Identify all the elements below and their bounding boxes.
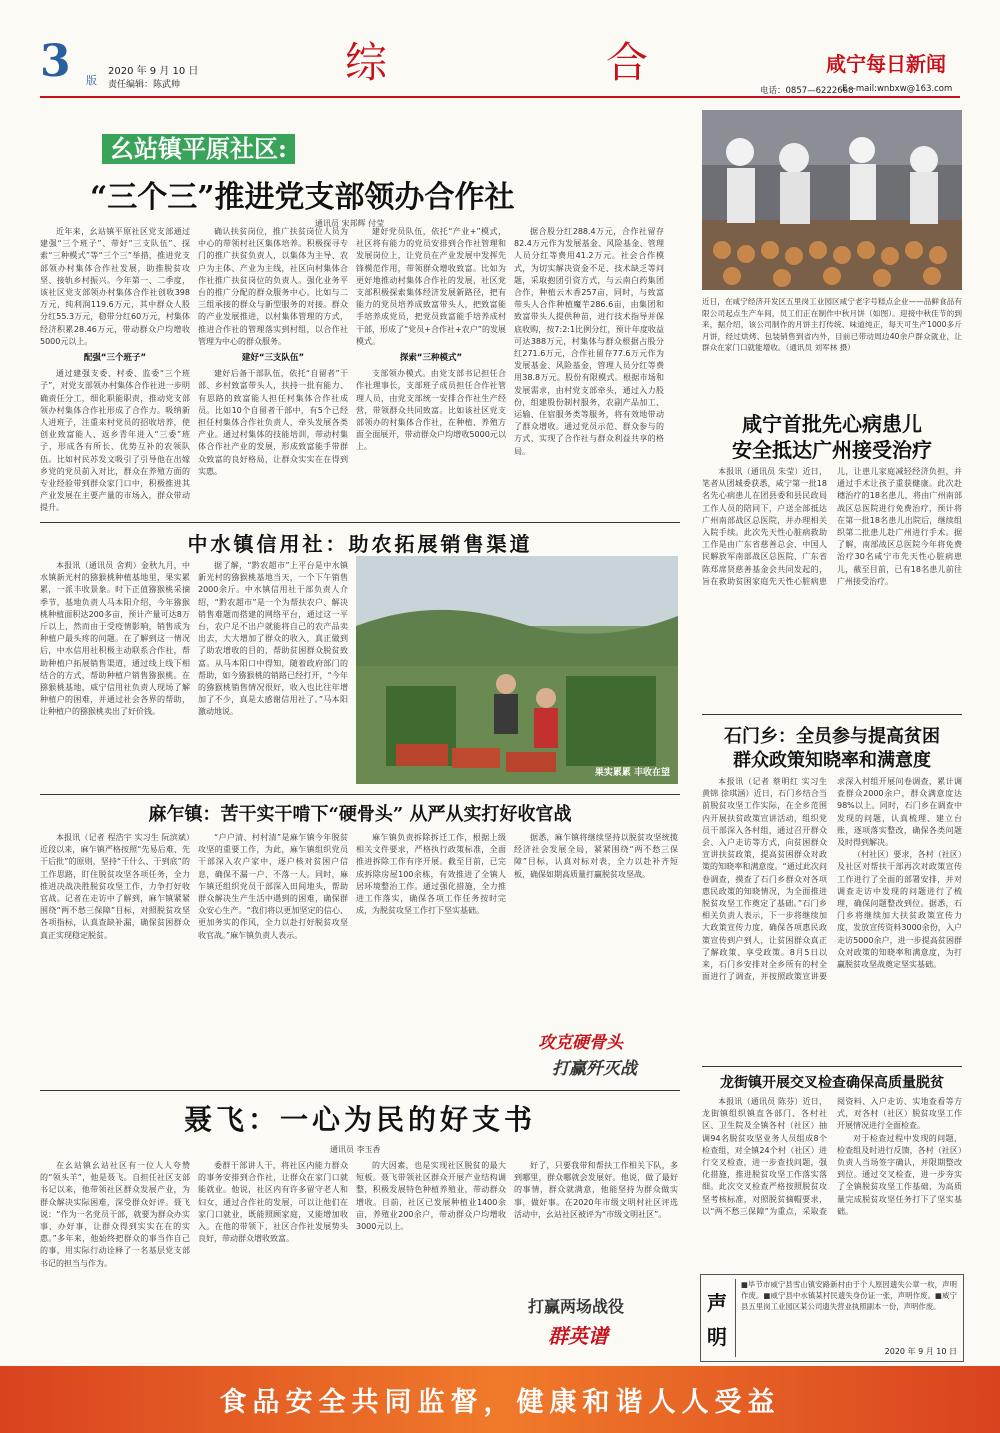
mazha-top-rule: [40, 794, 680, 795]
masthead: [0, 0, 1000, 96]
shimen-body-text-1: 本报讯（记者 蔡明红 实习生 黄锦 徐琪涵）近日，石门乡结合当前脱贫攻坚工作实际，在全乡范围内开展扶贫政策宣讲活动，组织党员干部深入各村组，通过召开群众会、入户走访等方式，向贫困群众宣讲扶贫政策，提高贫困群众对政策的知晓率和满意度。“通过此次问卷调查，摸查了石门乡群众对各项惠民政策的知晓情况，为全面推进脱贫攻坚工作奠定了基础。”石门乡相关负责人表示，下一步将继续加大政策宣传力度，确保各项惠民政策宣传到户到人，让贫困群众真正了解政策、享受政策。8月5日以来，石门乡安排对全乡所有的村全面进行了调查，并按照政策宣讲要求深入村组开展问卷调查，累计调查群众2000余户，群众满意度达98%以上。同时，石门乡在调查中发现的问题，认真梳理、建立台账，逐项落实整改，确保各类问题及时得到解决。: [702, 777, 962, 982]
lead-col-4-p1: 据合股分红288.4万元，合作社留存82.4万元作为发展基金、风险基金、管理人员分红等费用41.2万元。社会合作模式，为切实解决资金不足、技术缺乏等问题，采取抱团引资方式，与云南白药集团合作，种植云木香257亩，同时，与致富带头人合作种植魔芋286.6亩，由集团和致富带头人提供种苗，进行技术指导并保底收购，按7:2:1比例分红，预计年度收益可达388万元，村集体与群众根据占股分红271.6万元，合作社留存77.6万元作为发展基金、风险基金，管理人员分红等费用38.8万元。股份有限模式。根据市场和发展需求，由村党支部牵头，通过入力股份，组建股份制村服务，农副产品加工、运输、住宿服务类等服务，将有效地带动了群众增收。通过党员示范、群众参与的方式，实现了合作社与群众利益共享的格局。: [514, 227, 664, 456]
bakery-photo: [702, 110, 962, 290]
bakery-photo-caption: 近日，在咸宁经济开发区五里岗工业园区咸宁老字号糕点企业——品鲜食品有限公司起点生产车间，员工们正在制作中秋月饼（如图）。迎接中秋佳节的到来，据介绍，该公司制作的月饼主打传统、味道纯正，每天可生产1000多斤月饼，经过烘烤、包装销售到省内外，目前已带动周边40余户群众就业，让群众在家门口就能增收。（通讯员 刘军林 摄）: [702, 297, 962, 352]
longjie-top-rule: [702, 1066, 962, 1067]
mazha-body-text-1: 本报讯（记者 程浩宇 实习生 阮滨斌）近段以来，麻乍镇严格按照“先易后难、先干后批”的原则，坚持“干什么、干到底”的工作思路，盯住脱贫攻坚各项任务，全力推进决战决胜脱贫攻坚工作，力争打好收官战。记者在走访中了解到，麻乍镇紧紧围绕“两不愁三保障”目标，对照脱贫攻坚各项指标，认真查缺补漏，确保贫困群众真正实现稳定脱贫。: [40, 833, 190, 940]
lead-kicker: 幺站镇平原社区:: [110, 134, 287, 163]
lead-col-3-p1: 建好党员队伍，依托“产业+”模式，社区将有能力的党员安排到合作社管理和发展岗位上，让党员在产业发展中发挥先锋模范作用，带领群众增收致富。比如为更好地推动村集体合作社的发展，社区党支部积极探索集体经济发展新路径，把有能力的党员培养成致富带头人，把致富能手培养成党员，把党员致富能手培养成村干部，形成了“党员+合作社+农户”的发展模式。: [356, 227, 506, 346]
section-title-right: 合: [606, 38, 649, 87]
shimen-body-text-2: （村社区）要求，各村（社区）及社区对帮扶干部再次对政策宣传工作进行了全面的部署安排，并对调查走访中发现的问题进行了梳理，确保问题整改到位。据悉，石门乡将继续加大扶贫政策宣传力度，发放宣传资料3000余份，入户走访5000余户，进一步提高贫困群众对政策的知晓率和满意度，为打赢脱贫攻坚战奠定坚实基础。: [837, 850, 962, 970]
footer-banner: [0, 1366, 1000, 1433]
notice-divider: [735, 1279, 736, 1357]
lead-subhead-2: 建好“三支队伍”: [241, 353, 305, 364]
niefei-col-4: [514, 1160, 678, 1270]
editor-credit: 责任编辑：陈武帅: [108, 80, 181, 90]
xinyong-body-text-1: 本报讯（通讯员 舍莉）金秋九月，中水镇新光村的猕猴桃种植基地里，果实累累，一派丰收景象。时下正值猕猴桃采摘季节，基地负责人马本阳介绍，今年猕猴桃种植面积达200多亩，预计产量可达8万斤以上，然而由于受疫情影响，销售成为种植户最头疼的问题。在了解到这一情况后，中水信用社积极主动联系合作社，帮助种植户拓展销售渠道，通过线上线下相结合的方式，帮助种植户销售猕猴桃。在猕猴桃基地，威宁信用社负责人现场了解种植户的困难，并通过社会各界的帮助，让种植户的猕猴桃卖出了好价钱。: [40, 561, 190, 717]
heart-body: [702, 466, 962, 706]
niefei-body-text-3: 的大因素，也是实现社区脱贫的最大短板。聂飞带领社区群众开展产业结构调整，积极发展特色种植养殖业，带动群众增收。目前，社区已发展种植业1400余亩，养殖业200余户，带动群众户均增收3000元以上。: [356, 1161, 506, 1232]
lead-headline: “三个三”推进党支部领办合作社: [90, 180, 515, 215]
mazha-body-text-3: 麻乍镇负责拆除拆迁工作，根据上级相关文件要求，严格执行政策标准，全面推进拆除工作有序开展。截至目前，已完成拆除房屋100余栋，有效推进了全镇人居环境整治工作。通过强化措施，全力推进工作落实，确保各项工作任务按时完成，为脱贫攻坚工作打下坚实基础。: [356, 833, 506, 916]
longjie-body-text-2: 对于检查过程中发现的问题，检查组及时进行反馈，各村（社区）负责人当场签字确认，并限期整改到位。通过交叉检查，进一步夯实了全镇脱贫攻坚工作基础，为高质量完成脱贫攻坚任务打下了坚实基础。: [837, 1133, 962, 1216]
page-number: 3: [40, 36, 71, 87]
niefei-col-1: [40, 1160, 190, 1356]
longjie-body-text-1: 本报讯（通讯员 陈芬）近日，龙街镇组织镇直各部门、各村社区、卫生院及全镇各村（社区）抽调94名脱贫攻坚业务人员组成8个检查组，对全镇24个村（社区）进行交叉检查，进一步查找问题，强化措施，推进脱贫攻坚工作落实落细。此次交叉检查严格按照脱贫攻坚考核标准，对照脱贫摘帽要求，以“两不愁三保障”为重点，采取查阅资料、入户走访、实地查看等方式，对各村（社区）脱贫攻坚工作开展情况进行全面检查。: [702, 1097, 962, 1216]
notice-date: 2020 年 9 月 10 日: [884, 1347, 957, 1356]
niefei-slogan-logo: [522, 1290, 678, 1354]
heart-headline-1: 咸宁首批先心病患儿: [742, 412, 922, 436]
shimen-headline-2: 群众政策知晓率和满意度: [733, 750, 931, 771]
contact-email: E—mail:wnbxw@163.com: [842, 84, 953, 94]
mazha-slogan-line-2: 打赢歼灭战: [552, 1059, 637, 1079]
niefei-body-text-4: 好了，只要我带和帮扶工作相关下队，多到哪里，群众哪就会发展好。他说，做了最好的事情，群众就满意，他能坚持为群众做实事，做好事。在2020年市级文明村社区评选活动中，幺站社区被评为“市级文明社区”。: [514, 1161, 678, 1219]
lead-col-2-p1: 确认扶贫岗位，推广扶贫岗位人员为中心的带领村社区集体培养。积极探寻专门的推广扶贫负责人，以集体为主导、农户为主体、产业为主线，社区向村集体合作社推广扶贫岗位的负责人。强化业务平台的推广分配的群众服务中心。比如与二三组承接的群众与新型服务的对接。群众的产业发展推进，以村集体管理的方式，推进合作社的管理落实到村组，以合作社管理为中心的群众服务。: [198, 227, 348, 346]
notice-box: [700, 1274, 964, 1362]
heart-headline-2: 安全抵达广州接受治疗: [732, 438, 932, 462]
niefei-headline: 聂飞：一心为民的好支书: [183, 1103, 536, 1136]
notice-label-1: 声: [707, 1291, 727, 1315]
xinyong-headline: 中水镇信用社：助农拓展销售渠道: [187, 532, 533, 556]
longjie-headline: 龙街镇开展交叉检查确保高质量脱贫: [720, 1075, 944, 1091]
lead-subhead-3: 探索“三种模式”: [399, 353, 463, 364]
issue-date: 2020 年 9 月 10 日: [108, 66, 199, 77]
notice-label-2: 明: [707, 1325, 727, 1349]
xinyong-body-text-2: 据了解，“黔农超市”上平台是中水镇新光村的猕猴桃基地当天，一个下午销售2000余斤。中水镇信用社干部负责人介绍，“黔农超市”是一个为帮扶农户、解决销售难题而搭建的网络平台，通过这一平台，农户足不出户就能将自己的农产品卖出去，大大增加了群众的收入，真正做到了助农增收的目的，帮助贫困群众脱贫致富。从马本阳口中得知，随着政府部门的帮助，如今猕猴桃的销路已经打开，“今年的猕猴桃销售情况很好，收入也比往年增加了不少，真是太感谢信用社了。”马本阳激动地说。: [198, 561, 348, 717]
kiwi-photo-caption: 果实累累 丰收在望: [594, 768, 670, 778]
niefei-slogan-line-1: 打赢两场战役: [528, 1297, 625, 1316]
kiwi-photo: [356, 556, 678, 784]
lead-col-2: [198, 226, 348, 518]
mazha-headline: 麻乍镇：苦干实干啃下“硬骨头” 从严从实打好收官战: [148, 804, 572, 825]
mazha-col-3: [356, 832, 506, 1086]
mazha-slogan-line-1: 攻克硬骨头: [538, 1033, 623, 1053]
longjie-body: [702, 1096, 962, 1266]
niefei-body-text-1: 在幺站镇幺站社区有一位人人夸赞的“领头羊”，他是聂飞。自担任社区支部书记以来，他带领社区群众发展产业，为群众解决实际困难，深受群众好评。聂飞说：“作为一名党员干部，就要为群众办实事、办好事，让群众得到实实在在的实惠。”多年来，他始终把群众的事当作自己的事，用实际行动诠释了一名基层党支部书记的担当与作为。: [40, 1161, 190, 1268]
mazha-body-text-2: “户户清、村村清”是麻乍镇今年脱贫攻坚的重要工作，为此，麻乍镇组织党员干部深入农户家中，逐户核对贫困户信息，确保不漏一户、不落一人。同时，麻乍镇还组织党员干部深入田间地头，帮助群众解决生产生活中遇到的困难，确保群众安心生产。“我们将以更加坚定的信心、更加务实的作风，全力以赴打好脱贫攻坚收官战。”麻乍镇负责人表示。: [198, 833, 348, 940]
footer-slogan: 食品安全共同监督，健康和谐人人受益: [219, 1387, 781, 1418]
niefei-top-rule: [40, 1090, 680, 1091]
lead-story: [40, 118, 680, 518]
bakery-photo-image: [702, 110, 962, 290]
heart-body-text: 本报讯（通讯员 朱莹）近日，笔者从团城委获悉，咸宁第一批18名先心病患儿在团县委和县民政局工作人员的陪同下，户送全部抵达广州南部战区总医院，并办理相关入院手续。此次先天性心脏病救助工作是由广东省慈善总会、中国人民解放军南部战区总医院、广东省陈郑席贤慈善基金会共同发起的，旨在救助贫困家庭先天性心脏病患儿，让患儿家庭减轻经济负担，并通过手术让孩子重获健康。此次赴穗治疗的18名患儿，将由广州南部战区总医院进行免费治疗，预计将在第一批18名患儿出院后，继续组织第二批患儿赴广州进行手术。据了解，南部战区总医院今年将免费治疗30名咸宁市先天性心脏病患儿，截至目前，已有18名患儿前往广州接受治疗。: [702, 467, 962, 586]
lead-col-1-p2: 通过建强支委、村委、监委“三个班子”，对党支部领办村集体合作社进一步明确责任分工，细化职能职责，推动党支部领办村集体合作社形成了合作力。吸纳新人进班子，注重来村党员的招收培养，使创业致富能人、返乡青年进入“三委”班子，形成各有所长、优势互补的农领队伍。比如村民苏发文吸引了引导他在出嫁乡党的党员前入对比，群众在养殖方面的专业经验带到群众家门口中，积极推进其产业发展在主要产量的市场入，群众带动提升。: [40, 369, 190, 513]
xinyong-col-1: [40, 560, 190, 788]
niefei-col-3: [356, 1160, 506, 1356]
niefei-slogan-line-2: 群英谱: [548, 1324, 608, 1348]
lead-subhead-1: 配强“三个班子”: [83, 353, 147, 364]
shimen-headline-1: 石门乡：全员参与提高贫困: [724, 726, 940, 747]
mazha-slogan-logo: [528, 1026, 678, 1084]
notice-text: ■毕节市威宁县雪山镇安路新村由于个人原因遗失公章一枚，声明作废。■威宁县中水镇某村民遗失身份证一张，声明作废。■威宁县五里岗工业园区某公司遗失营业执照副本一份，声明作废。: [741, 1280, 957, 1311]
mazha-col-1: [40, 832, 190, 1086]
lead-col-3-p2: 支部领办模式。由党支部书记担任合作社理事长，支部班子成员担任合作社管理人员，由党支部统一安排合作社生产经营，带领群众共同致富。比如该社区党支部领办的村集体合作社，在种植、养殖方面全面展开，带动群众户均增收5000元以上。: [356, 369, 506, 452]
niefei-col-2: [198, 1160, 348, 1356]
lead-col-4: [514, 226, 664, 518]
lead-col-3: [356, 226, 506, 518]
lead-col-1-p1: 近年来，幺站镇平原社区党支部通过建强“三个班子”、带好“三支队伍”、探索“三种模式”等“三个三”举措，推进党支部领办村集体合作社发展，助推脱贫攻坚、接轨乡村振兴。今年第一、二季度，该社区党支部领办村集体合作社创收398万元，纯利润119.6万元，其中群众人股分红55.3万元，稳带分红60万元，村集体经济积累28.46万元，带动群众户均增收5000元以上。: [40, 227, 190, 346]
lead-col-2-p2: 建好后备干部队伍，依托“自留者”干部、乡村致富带头人，扶持一批有能力、有思路的致富能人担任村集体合作社成员。比如10个自留者干部中，有5个已经担任村集体合作社负责人，牵头发展各类产业。通过村集体的技能培训，带动村集体合作社产业的发展，形成致富能手带群众致富的良好格局，让群众实实在在得到实惠。: [198, 369, 348, 476]
mazha-col-4: [514, 832, 678, 1024]
kiwi-photo-image: [356, 556, 678, 784]
mazha-col-2: [198, 832, 348, 1086]
lead-col-1: [40, 226, 190, 518]
mazha-body-text-4: 据悉，麻乍镇将继续坚持以脱贫攻坚统揽经济社会发展全局，紧紧围绕“两不愁三保障”目标，认真对标对表，全力以赴补齐短板，确保如期高质量打赢脱贫攻坚战。: [514, 833, 678, 879]
lead-byline: 通讯员 宋邦辉 付莹: [315, 219, 385, 228]
page-number-suffix: 版: [86, 74, 97, 87]
section-title-left: 综: [345, 38, 388, 87]
shimen-top-rule: [702, 714, 962, 715]
lead-kicker-box: [102, 134, 295, 164]
xinyong-col-2: [198, 560, 348, 788]
shimen-body: [702, 776, 962, 1062]
xinyong-top-rule: [40, 522, 680, 523]
niefei-byline: 通讯员 李玉香: [330, 1145, 381, 1154]
contact-phone: 电话：0857—6222668: [760, 86, 854, 96]
masthead-rule: [40, 96, 960, 98]
niefei-body-text-2: 委群干部讲人干，将社区内能力群众的事务安排到合作社，让群众在家门口就能就业。他说，社区内有许多留守老人和妇女，通过合作社的发展，可以让他们在家门口就业，既能照顾家庭，又能增加收入。在他的带领下，社区合作社发展势头良好，带动群众增收致富。: [198, 1161, 348, 1244]
newspaper-name: 咸宁每日新闻: [826, 52, 946, 76]
